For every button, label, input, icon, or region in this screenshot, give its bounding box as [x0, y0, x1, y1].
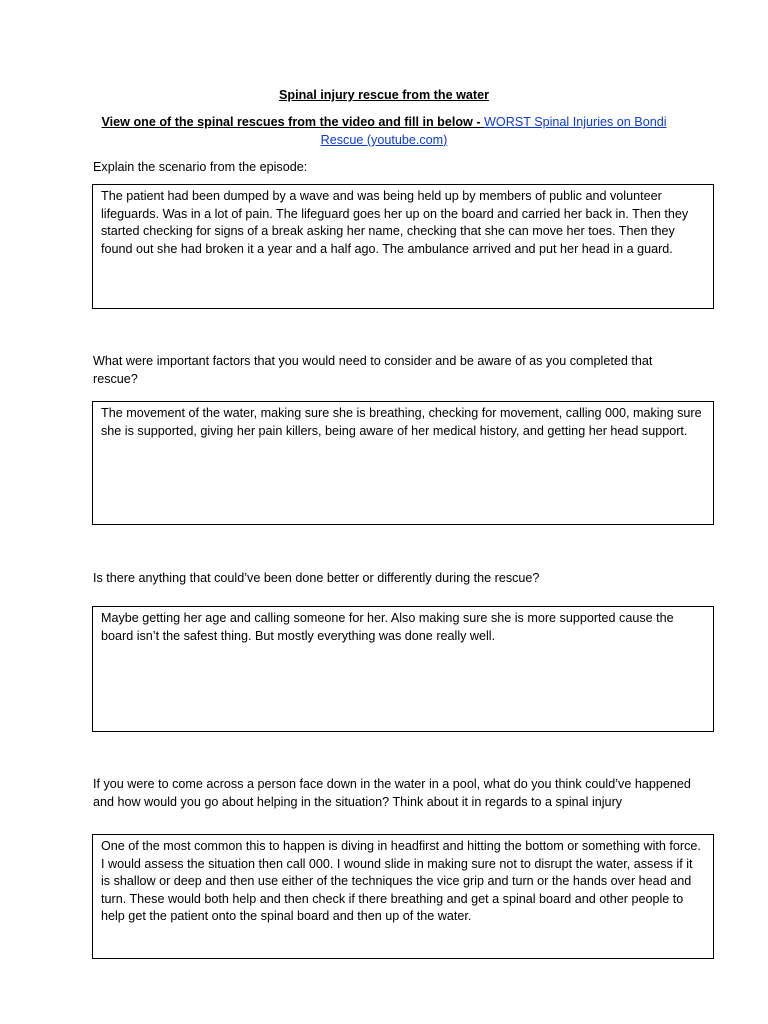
- question-improvements: Is there anything that could’ve been done better or differently during the rescue?: [93, 571, 540, 585]
- answer-box-scenario[interactable]: The patient had been dumped by a wave and was being held up by members of public and volunteer lifeguards. Was in a lot of pain. The lifeguard goes her up on the board and carried her back in. Then they started checking for signs of a break asking her name, checking that she can move her toes. Then they found out she had broken it a year and a half ago. The ambulance arrived and put her head in a guard.: [92, 184, 714, 309]
- question-important-factors: What were important factors that you would need to consider and be aware of as you completed that rescue?: [93, 354, 653, 386]
- page-title: Spinal injury rescue from the water: [279, 88, 489, 102]
- question-pool-scenario: If you were to come across a person face down in the water in a pool, what do you think could’ve happened and how would you go about helping in the situation? Think about it in regards to a spinal injury: [93, 777, 691, 809]
- instruction-line: [100, 114, 668, 149]
- instruction-text: View one of the spinal rescues from the video and fill in below -: [101, 115, 485, 129]
- answer-box-improvements[interactable]: Maybe getting her age and calling someone for her. Also making sure she is more supported cause the board isn’t the safest thing. But mostly everything was done really well.: [92, 606, 714, 732]
- answer-box-pool-scenario[interactable]: One of the most common this to happen is diving in headfirst and hitting the bottom or something with force. I would assess the situation then call 000. I wound slide in making sure not to disrupt the water, assess if it is shallow or deep and then use either of the techniques the vice grip and turn or the hands over head and turn. These would both help and then check if there breathing and get a spinal board and other people to help get the patient onto the spinal board and then up of the water.: [92, 834, 714, 959]
- answer-box-important-factors[interactable]: The movement of the water, making sure she is breathing, checking for movement, calling 000, making sure she is supported, giving her pain killers, being aware of her medical history, and getting her head support.: [92, 401, 714, 525]
- video-link[interactable]: WORST Spinal Injuries on Bondi Rescue (youtube.com): [320, 115, 667, 147]
- question-scenario: Explain the scenario from the episode:: [93, 160, 308, 174]
